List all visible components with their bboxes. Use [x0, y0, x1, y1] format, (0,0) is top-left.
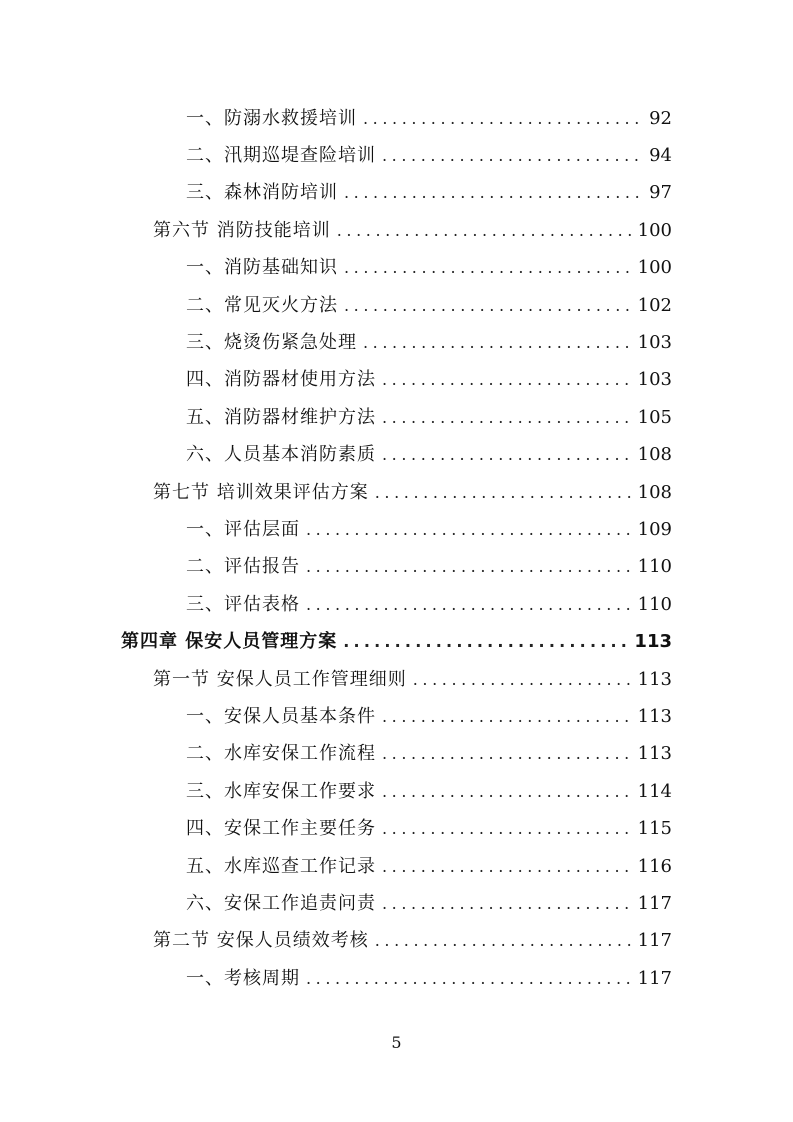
toc-entry-title: 六、人员基本消防素质: [186, 444, 376, 466]
page-number: 5: [391, 1033, 402, 1052]
toc-entry-title: 一、防溺水救援培训: [186, 107, 357, 129]
toc-entry-title: 三、森林消防培训: [186, 182, 338, 204]
toc-entry[interactable]: [0, 511, 793, 548]
toc-entry-title: 四、安保工作主要任务: [186, 818, 376, 840]
toc-entry[interactable]: [0, 137, 793, 174]
toc-entry[interactable]: [0, 885, 793, 922]
toc-entry-page: 100: [637, 219, 672, 241]
toc-entry[interactable]: [0, 474, 793, 511]
toc-entry-title: 五、水库巡查工作记录: [186, 855, 376, 877]
toc-entry-title: 第二节 安保人员绩效考核: [153, 930, 369, 952]
toc-entry-title: 第七节 培训效果评估方案: [153, 481, 369, 503]
toc-entry-page: 108: [637, 444, 672, 466]
toc-entry[interactable]: [0, 586, 793, 623]
toc-entry[interactable]: [0, 324, 793, 361]
toc-entry[interactable]: [0, 736, 793, 773]
toc-dot-leader: [413, 672, 632, 688]
toc-entry[interactable]: [0, 773, 793, 810]
toc-entry[interactable]: [0, 399, 793, 436]
toc-dot-leader: [306, 559, 632, 575]
toc-entry-page: 113: [634, 631, 672, 653]
toc-dot-leader: [306, 971, 632, 987]
toc-entry-page: 103: [637, 369, 672, 391]
toc-dot-leader: [337, 223, 632, 239]
toc-dot-leader: [382, 784, 632, 800]
toc-dot-leader: [363, 111, 640, 127]
toc-entry[interactable]: [0, 661, 793, 698]
toc-entry[interactable]: [0, 250, 793, 287]
toc-entry-page: 100: [637, 257, 672, 279]
toc-dot-leader: [343, 634, 628, 650]
toc-entry-page: 97: [649, 182, 672, 204]
toc-entry-title: 二、常见灭火方法: [186, 294, 338, 316]
toc-entry-title: 第一节 安保人员工作管理细则: [153, 668, 407, 690]
toc-dot-leader: [382, 709, 632, 725]
toc-entry[interactable]: [0, 960, 793, 997]
toc-entry-title: 六、安保工作追责问责: [186, 892, 376, 914]
toc-entry-title: 三、评估表格: [186, 593, 300, 615]
toc-entry-page: 110: [637, 556, 672, 578]
toc-entry-title: 四、消防器材使用方法: [186, 369, 376, 391]
toc-entry-page: 114: [637, 780, 672, 802]
toc-entry-page: 110: [637, 593, 672, 615]
toc-dot-leader: [375, 485, 632, 501]
toc-dot-leader: [382, 896, 632, 912]
toc-entry-page: 94: [649, 145, 672, 167]
toc-dot-leader: [344, 298, 632, 314]
toc-dot-leader: [306, 522, 632, 538]
toc-entry-title: 第四章 保安人员管理方案: [121, 631, 338, 653]
toc-dot-leader: [375, 933, 632, 949]
toc-entry[interactable]: [0, 362, 793, 399]
toc-entry-page: 102: [637, 294, 672, 316]
toc-entry[interactable]: [0, 698, 793, 735]
toc-dot-leader: [363, 335, 632, 351]
toc-dot-leader: [382, 410, 632, 426]
toc-entry[interactable]: [0, 437, 793, 474]
toc-entry-page: 117: [637, 967, 672, 989]
toc-entry-title: 三、烧烫伤紧急处理: [186, 332, 357, 354]
toc-entry-title: 三、水库安保工作要求: [186, 780, 376, 802]
toc-entry-title: 一、消防基础知识: [186, 257, 338, 279]
toc-dot-leader: [382, 148, 640, 164]
toc-entry-page: 113: [637, 705, 672, 727]
toc-entry-page: 115: [637, 818, 672, 840]
toc-entry-page: 116: [637, 855, 672, 877]
toc-entry-page: 117: [637, 930, 672, 952]
table-of-contents: [0, 100, 793, 997]
toc-entry[interactable]: [0, 848, 793, 885]
toc-entry-page: 117: [637, 892, 672, 914]
toc-entry-title: 一、安保人员基本条件: [186, 705, 376, 727]
toc-entry-page: 105: [637, 406, 672, 428]
toc-entry-page: 103: [637, 332, 672, 354]
toc-entry[interactable]: [0, 549, 793, 586]
toc-entry-title: 一、考核周期: [186, 967, 300, 989]
toc-dot-leader: [382, 821, 632, 837]
toc-entry-page: 109: [637, 518, 672, 540]
toc-entry-page: 108: [637, 481, 672, 503]
toc-entry[interactable]: [0, 810, 793, 847]
toc-entry[interactable]: [0, 623, 793, 660]
toc-entry-title: 五、消防器材维护方法: [186, 406, 376, 428]
toc-entry[interactable]: [0, 923, 793, 960]
toc-entry[interactable]: [0, 287, 793, 324]
toc-entry-page: 113: [637, 668, 672, 690]
toc-entry[interactable]: [0, 175, 793, 212]
toc-entry-title: 第六节 消防技能培训: [153, 219, 331, 241]
toc-dot-leader: [344, 185, 640, 201]
toc-entry[interactable]: [0, 100, 793, 137]
toc-dot-leader: [306, 597, 632, 613]
toc-entry-title: 二、评估报告: [186, 556, 300, 578]
toc-entry-title: 一、评估层面: [186, 518, 300, 540]
toc-dot-leader: [382, 447, 632, 463]
toc-entry-page: 92: [649, 107, 672, 129]
toc-dot-leader: [382, 859, 632, 875]
toc-dot-leader: [344, 260, 632, 276]
toc-dot-leader: [382, 746, 632, 762]
toc-entry-title: 二、水库安保工作流程: [186, 743, 376, 765]
toc-entry-title: 二、汛期巡堤查险培训: [186, 145, 376, 167]
toc-entry-page: 113: [637, 743, 672, 765]
toc-entry[interactable]: [0, 212, 793, 249]
toc-dot-leader: [382, 372, 632, 388]
